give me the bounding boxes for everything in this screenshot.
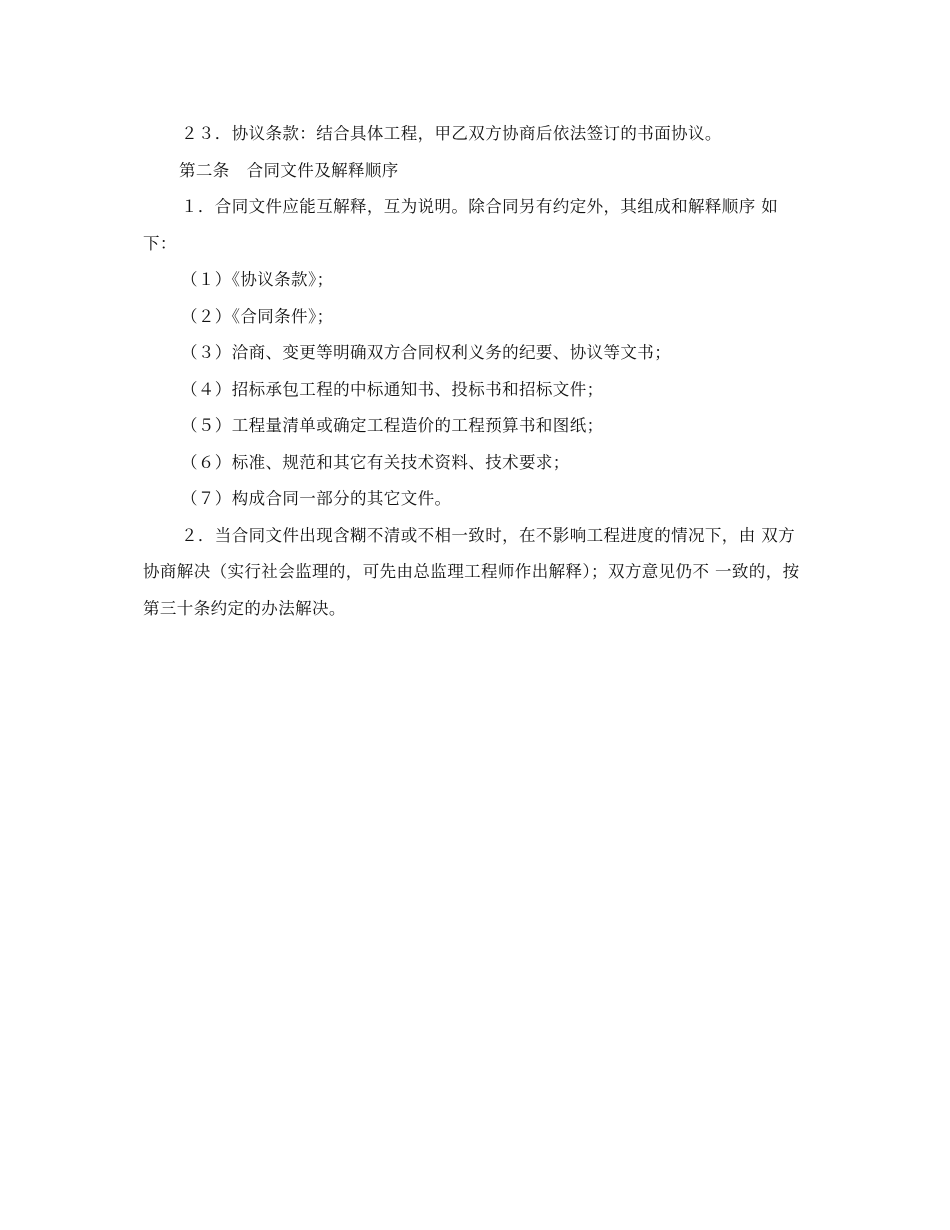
document-body (143, 116, 808, 627)
paragraph-clause-1: １．合同文件应能互解释，互为说明。除合同另有约定外，其组成和解释顺序 如下： (143, 197, 779, 253)
list-item-1: （１）《协议条款》； (181, 270, 334, 289)
list-item-7: （７）构成合同一部分的其它文件。 (181, 489, 452, 508)
list-item-6: （６）标准、规范和其它有关技术资料、技术要求； (181, 452, 570, 472)
list-item-3: （３）洽商、变更等明确双方合同权利义务的纪要、协议等文书； (181, 343, 672, 362)
paragraph-article-23: ２３．协议条款：结合具体工程，甲乙双方协商后依法签订的书面协议。 (181, 124, 722, 143)
paragraph-clause-2: ２．当合同文件出现含糊不清或不相一致时，在不影响工程进度的情况下，由 双方协商解决（实行社会监理的，可先由总监理工程师作出解释）；双方意见仍不 一致的，按第三十条约定的办法解决。 (143, 525, 800, 618)
section-heading: 第二条 合同文件及解释顺序 (179, 160, 399, 180)
list-item-5: （５）工程量清单或确定工程造价的工程预算书和图纸； (181, 416, 604, 435)
list-item-2: （２）《合同条件》； (181, 306, 334, 326)
list-item-4: （４）招标承包工程的中标通知书、投标书和招标文件； (181, 379, 604, 399)
